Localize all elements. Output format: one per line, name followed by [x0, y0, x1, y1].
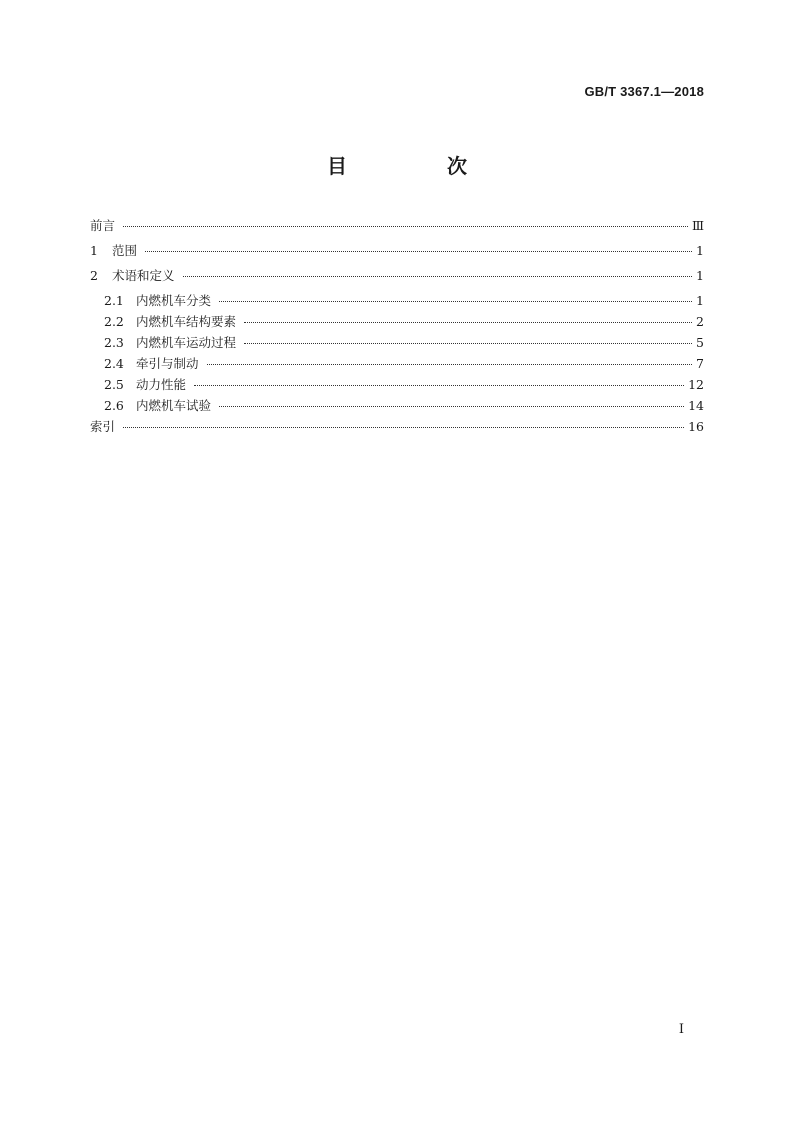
page-number: I [678, 1022, 684, 1037]
toc-leader [123, 226, 688, 227]
toc-page: 1 [696, 293, 704, 308]
toc-page: 2 [696, 314, 704, 329]
toc-label: 内燃机车结构要素 [136, 314, 237, 329]
toc-entry-terms[interactable] [90, 266, 704, 291]
toc-entry-2-2[interactable] [90, 312, 704, 333]
toc-number: 2 [90, 268, 98, 283]
toc-page: Ⅲ [691, 218, 704, 233]
toc-page: 1 [696, 243, 704, 258]
toc-number: 2.4 [104, 356, 124, 371]
toc-page: 5 [696, 335, 704, 350]
toc-label: 索引 [90, 419, 116, 434]
toc-leader [244, 322, 692, 323]
toc-entry-index[interactable] [90, 417, 704, 442]
toc-leader [123, 427, 684, 428]
toc-number: 2.3 [104, 335, 124, 350]
toc-entry-scope[interactable] [90, 241, 704, 266]
page-title: 目 次 [327, 154, 507, 178]
toc-entry-2-1[interactable] [90, 291, 704, 312]
toc-number: 2.6 [104, 398, 124, 413]
document-code: GB/T 3367.1—2018 [584, 84, 704, 99]
toc-number: 2.5 [104, 377, 124, 392]
toc-page: 1 [696, 268, 704, 283]
toc-entry-2-3[interactable] [90, 333, 704, 354]
toc-entry-2-5[interactable] [90, 375, 704, 396]
toc-label: 动力性能 [136, 377, 187, 392]
toc-leader [207, 364, 693, 365]
toc-label: 内燃机车试验 [136, 398, 212, 413]
toc-page: 7 [696, 356, 704, 371]
toc-leader [219, 406, 684, 407]
toc-number: 1 [90, 243, 98, 258]
toc-entry-foreword[interactable] [90, 216, 704, 241]
toc-leader [145, 251, 692, 252]
toc-label: 范围 [112, 243, 138, 258]
toc-leader [194, 385, 684, 386]
toc-page: 12 [688, 377, 704, 392]
toc-leader [219, 301, 692, 302]
toc-number: 2.1 [104, 293, 124, 308]
toc-entry-2-6[interactable] [90, 396, 704, 417]
toc-label: 牵引与制动 [136, 356, 199, 371]
toc-leader [183, 276, 693, 277]
toc-number: 2.2 [104, 314, 124, 329]
toc-label: 术语和定义 [112, 268, 175, 283]
toc-leader [244, 343, 692, 344]
toc-entry-2-4[interactable] [90, 354, 704, 375]
toc-label: 内燃机车分类 [136, 293, 212, 308]
toc-page: 14 [688, 398, 704, 413]
toc-label: 内燃机车运动过程 [136, 335, 237, 350]
toc-page: 16 [688, 419, 704, 434]
toc-label: 前言 [90, 218, 116, 233]
table-of-contents [90, 216, 704, 442]
